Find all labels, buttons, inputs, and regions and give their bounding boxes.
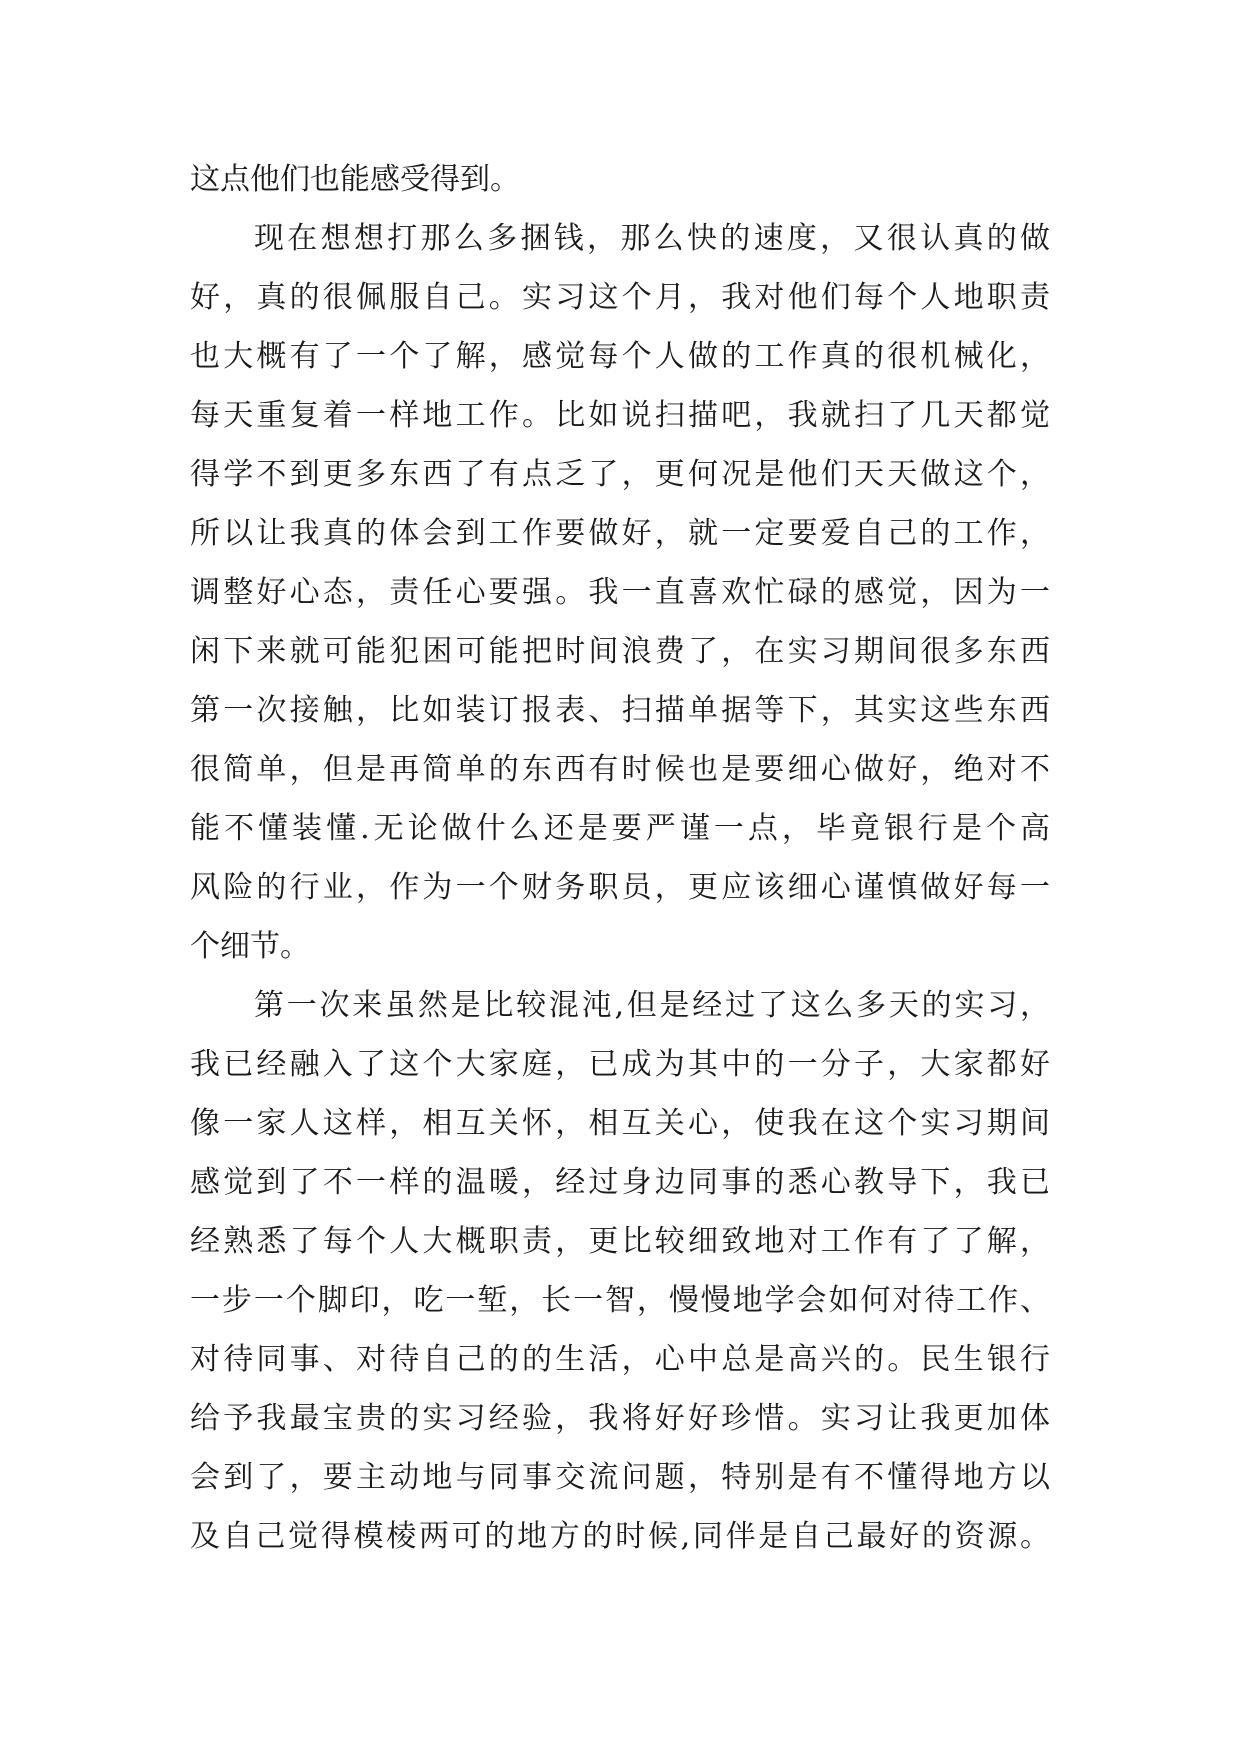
- text-line-1: 这点他们也能感受得到。: [190, 162, 520, 197]
- text-line-15: 第一次来虽然是比较混沌,但是经过了这么多天的实习，: [254, 988, 1050, 1023]
- text-line-18: 感觉到了不一样的温暖，经过身边同事的悉心教导下，我已: [190, 1165, 1050, 1200]
- text-line-4: 也大概有了一个了解，感觉每个人做的工作真的很机械化，: [190, 339, 1050, 374]
- text-line-6: 得学不到更多东西了有点乏了，更何况是他们天天做这个，: [190, 457, 1050, 492]
- text-line-10: 第一次接触，比如装订报表、扫描单据等下，其实这些东西: [190, 693, 1050, 728]
- text-line-12: 能不懂装懂.无论做什么还是要严谨一点，毕竟银行是个高: [190, 811, 1050, 846]
- text-line-24: 及自己觉得模棱两可的地方的时候,同伴是自己最好的资源。: [190, 1519, 1050, 1554]
- text-line-7: 所以让我真的体会到工作要做好，就一定要爱自己的工作，: [190, 516, 1050, 551]
- text-line-21: 对待同事、对待自己的的生活，心中总是高兴的。民生银行: [190, 1342, 1050, 1377]
- text-line-11: 很简单，但是再简单的东西有时候也是要细心做好，绝对不: [190, 752, 1050, 787]
- text-line-2: 现在想想打那么多捆钱，那么快的速度，又很认真的做: [254, 221, 1050, 256]
- text-line-16: 我已经融入了这个大家庭，已成为其中的一分子，大家都好: [190, 1047, 1050, 1082]
- text-line-22: 给予我最宝贵的实习经验，我将好好珍惜。实习让我更加体: [190, 1401, 1050, 1436]
- text-line-3: 好，真的很佩服自己。实习这个月，我对他们每个人地职责: [190, 280, 1050, 315]
- text-line-20: 一步一个脚印，吃一堑，长一智，慢慢地学会如何对待工作、: [190, 1283, 1050, 1318]
- text-line-17: 像一家人这样，相互关怀，相互关心，使我在这个实习期间: [190, 1106, 1050, 1141]
- text-line-9: 闲下来就可能犯困可能把时间浪费了，在实习期间很多东西: [190, 634, 1050, 669]
- text-line-13: 风险的行业，作为一个财务职员，更应该细心谨慎做好每一: [190, 870, 1050, 905]
- text-line-19: 经熟悉了每个人大概职责，更比较细致地对工作有了了解，: [190, 1224, 1050, 1259]
- text-line-5: 每天重复着一样地工作。比如说扫描吧，我就扫了几天都觉: [190, 398, 1050, 433]
- text-line-8: 调整好心态，责任心要强。我一直喜欢忙碌的感觉，因为一: [190, 575, 1050, 610]
- text-line-14: 个细节。: [190, 929, 310, 964]
- text-line-23: 会到了，要主动地与同事交流问题，特别是有不懂得地方以: [190, 1460, 1050, 1495]
